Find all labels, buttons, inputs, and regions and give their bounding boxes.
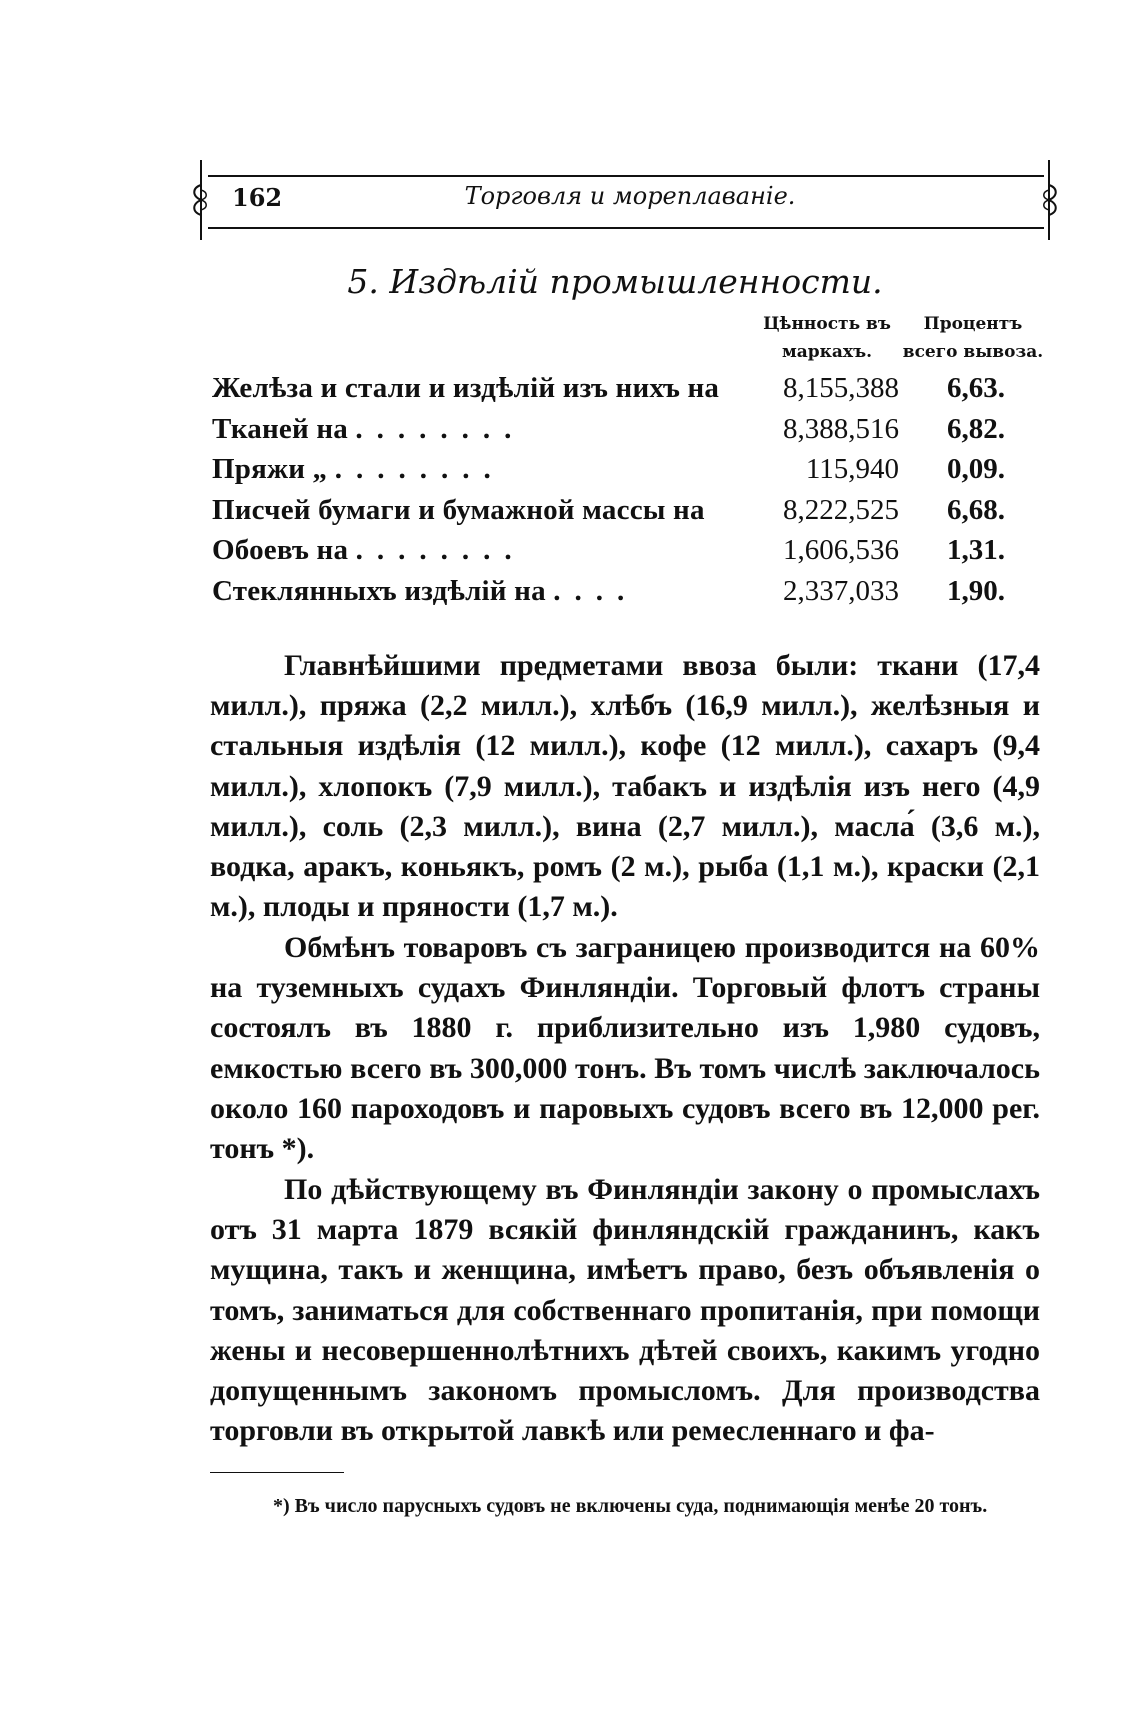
row-percent: 0,09.	[947, 453, 1005, 485]
row-label: Писчей бумаги и бумажной массы на	[212, 493, 705, 526]
table-row	[212, 534, 1042, 575]
column-header-value-line2: маркахъ.	[781, 342, 873, 362]
table-row	[212, 494, 1042, 535]
footnote-rule	[210, 1472, 344, 1473]
row-label: Желѣза и стали и издѣлій изъ нихъ на	[212, 372, 720, 404]
section-title: 5. Издѣлій промышленности.	[347, 262, 883, 301]
row-label: Тканей на ........	[212, 412, 526, 445]
column-header-percent-line2: всего вывоза.	[902, 342, 1044, 362]
row-label: Стеклянныхъ издѣлій на ....	[212, 574, 639, 607]
row-value: 115,940	[805, 453, 899, 485]
row-value: 2,337,033	[783, 574, 899, 607]
footnote	[205, 1490, 1040, 1523]
footnote-text: *) Въ число парусныхъ судовъ не включены суда, поднимающія менѣе 20 тонъ.	[273, 1495, 988, 1517]
row-label: Обоевъ на ........	[212, 534, 526, 566]
page-number: 162	[232, 183, 283, 212]
row-percent: 1,90.	[947, 574, 1005, 607]
row-value: 8,222,525	[783, 493, 899, 526]
row-value: 1,606,536	[783, 534, 899, 566]
running-head-title: Торговля и мореплаваніе.	[464, 182, 796, 210]
column-header-percent	[898, 310, 1048, 366]
paragraph-imports	[210, 646, 1040, 927]
paragraph-text: Главнѣйшими предметами ввоза были: ткани (17,4 милл.), пряжа (2,2 милл.), хлѣбъ (16,9 милл.), желѣзныя и стальныя издѣлія (12 милл.), кофе (12 милл.), сахаръ (9,4 милл.), хлопокъ (7,9 милл.), табакъ и издѣлія изъ него (4,9 милл.), соль (2,3 милл.), вина (2,7 милл.), масла́ (3,6 м.), водка, аракъ, коньякъ, ромъ (2 м.), рыба (1,1 м.), краски (2,1 м.), плоды и пряности (1,7 м.).	[210, 649, 1040, 924]
column-header-percent-line1: Процентъ	[923, 314, 1023, 334]
row-percent: 6,63.	[947, 372, 1005, 404]
row-label: Пряжи „ ........	[212, 453, 505, 485]
paragraph-text: Обмѣнъ товаровъ съ заграницею производится на 60% на туземныхъ судахъ Финляндіи. Торговый флотъ страны состоялъ въ 1880 г. приблизительно изъ 1,980 судовъ, емкостью всего въ 300,000 тонъ. Въ томъ числѣ заключалось около 160 пароходовъ и паровыхъ судовъ всего въ 12,000 рег. тонъ *).	[210, 931, 1040, 1166]
row-percent: 1,31.	[947, 534, 1005, 566]
row-value: 8,155,388	[783, 372, 899, 404]
table-row	[212, 575, 1042, 616]
export-table	[212, 372, 1042, 615]
row-percent: 6,82.	[947, 412, 1005, 445]
paragraph-text: По дѣйствующему въ Финляндіи закону о промыслахъ отъ 31 марта 1879 всякій финляндскій гражданинъ, какъ мущина, такъ и женщина, имѣетъ право, безъ объявленія о томъ, заниматься для собственнаго пропитанія, при помощи жены и несовершеннолѣтнихъ дѣтей своихъ, какимъ угодно допущеннымъ закономъ промысломъ. Для производства торговли въ открытой лавкѣ или ремесленнаго и фа-	[210, 1173, 1040, 1448]
table-row	[212, 453, 1042, 494]
paragraph-trade-law	[210, 1170, 1040, 1451]
column-header-value-line1: Цѣнность въ	[763, 314, 891, 334]
row-percent: 6,68.	[947, 493, 1005, 526]
row-value: 8,388,516	[783, 412, 899, 445]
table-row	[212, 413, 1042, 454]
column-header-value	[752, 310, 902, 366]
paragraph-fleet	[210, 928, 1040, 1169]
table-row	[212, 372, 1042, 413]
